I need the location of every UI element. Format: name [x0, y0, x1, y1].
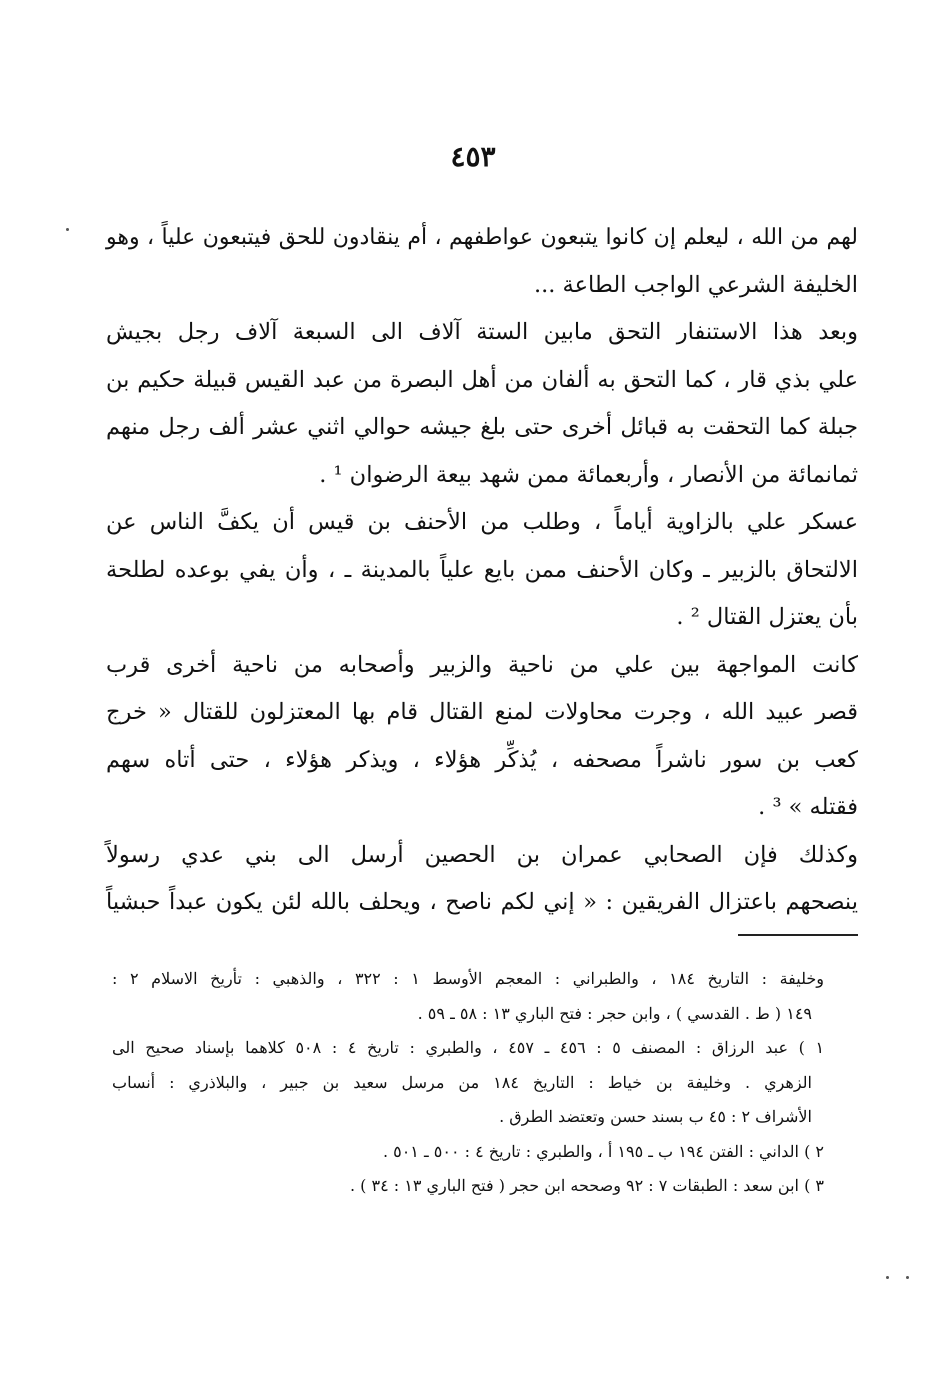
body-line: لهم من الله ، ليعلم إن كانوا يتبعون عواطفهم ، أم ينقادون للحق فيتبعون علياً ، وهو: [106, 225, 858, 250]
body-line: جبلة كما التحقت به قبائل أخرى حتى بلغ جيشه حوالي اثني عشر ألف رجل منهم: [106, 414, 858, 440]
body-line: وكذلك فإن الصحابي عمران بن الحصين أرسل الى بني عدي رسولاً: [106, 841, 858, 868]
body-line: كعب بن سور ناشراً مصحفه ، يُذكِّر هؤلاء ، ويذكر هؤلاء ، حتى أتاه سهم: [106, 746, 858, 773]
body-line: بأن يعتزل القتال ² .: [676, 604, 858, 630]
body-line: ينصحهم باعتزال الفريقين : « إني لكم ناصح ، ويحلف بالله لئن يكون عبداً حبشياً: [106, 889, 858, 915]
footnote-line: الأشراف ٢ : ٤٥ ب بسند حسن وتعتضد الطرق .: [499, 1107, 812, 1126]
body-line: الالتحاق بالزبير ـ وكان الأحنف ممن بايع علياً بالمدينة ـ ، وأن يفي بوعده لطلحة: [106, 556, 858, 583]
body-line: علي بذي قار ، كما التحق به ألفان من أهل البصرة من عبد القيس قبيلة حكيم بن: [106, 366, 858, 393]
footnote-line: وخليفة : التاريخ ١٨٤ ، والطبراني : المعجم الأوسط ١ : ٣٢٢ ، والذهبي : تأريخ الاسلام ٢ :: [112, 969, 825, 988]
footnotes: [112, 962, 824, 1204]
scan-speck: [886, 1276, 889, 1279]
body-line: وبعد هذا الاستنفار التحق مابين الستة آلاف الى السبعة آلاف رجل بجيش: [106, 319, 858, 345]
body-line: قصر عبيد الله ، وجرت محاولات لمنع القتال قام بها المعتزلون للقتال « خرج: [106, 699, 858, 725]
footnote-line: ٢ ) الداني : الفتن ١٩٤ ب ـ ١٩٥ أ ، والطبري : تاريخ ٤ : ٥٠٠ ـ ٥٠١ .: [382, 1141, 824, 1161]
body-line: عسكر علي بالزاوية أياماً ، وطلب من الأحنف بن قيس أن يكفَّ الناس عن: [106, 509, 858, 535]
scan-speck: [906, 1276, 909, 1279]
page-number: ٤٥٣: [450, 140, 496, 173]
footnote-line: ٣ ) ابن سعد : الطبقات ٧ : ٩٢ وصححه ابن حجر ( فتح الباري ١٣ : ٣٤ ) .: [349, 1176, 824, 1195]
footnote-line: ١٤٩ ( ط . القدسي ) ، وابن حجر : فتح الباري ١٣ : ٥٨ ـ ٥٩ .: [417, 1003, 812, 1023]
body-line: فقتله » ³ .: [758, 794, 858, 820]
footnote-line: الزهري . وخليفة بن خياط : التاريخ ١٨٤ من مرسل سعيد بن جبير ، والبلاذري : أنساب: [112, 1072, 813, 1092]
body-line: كانت المواجهة بين علي من ناحية والزبير وأصحابه من ناحية أخرى قرب: [106, 651, 858, 678]
footnote-divider: [738, 934, 858, 936]
scan-speck: [66, 228, 69, 231]
body-text: [106, 214, 858, 927]
body-line: الخليفة الشرعي الواجب الطاعة ...: [533, 271, 858, 298]
footnote-line: ١ ) عبد الرزاق : المصنف ٥ : ٤٥٦ ـ ٤٥٧ ، والطبري : تاريخ ٤ : ٥٠٨ كلاهما بإسناد صحيح الى: [112, 1038, 825, 1057]
body-line: ثمانمائة من الأنصار ، وأربعمائة ممن شهد بيعة الرضوان ¹ .: [319, 461, 858, 488]
